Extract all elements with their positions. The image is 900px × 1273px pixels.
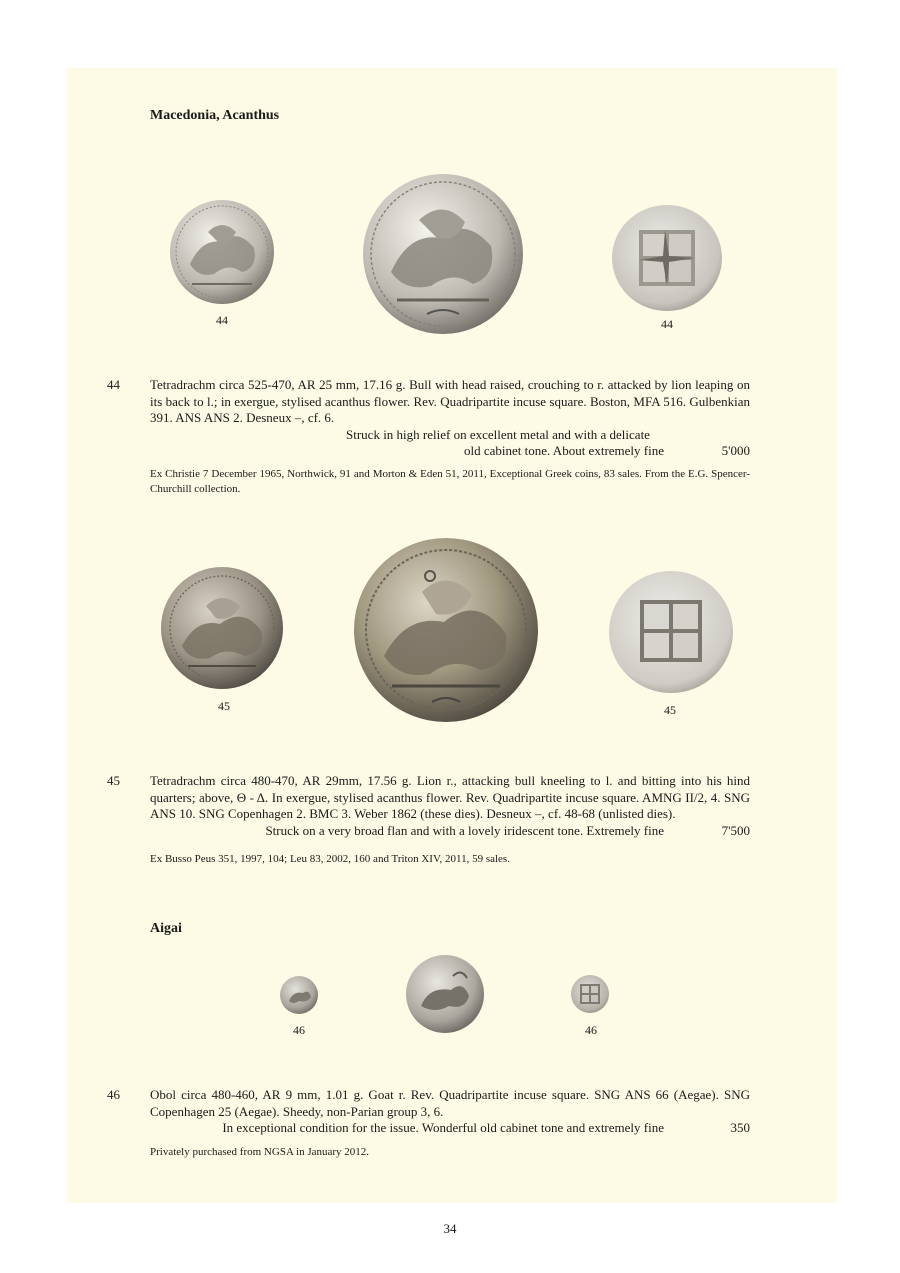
- lot-44-price: 5'000: [721, 443, 750, 458]
- lot-45-provenance: Ex Busso Peus 351, 1997, 104; Leu 83, 2002, 160 and Triton XIV, 2011, 59 sales.: [150, 853, 510, 865]
- coin-label-44-obverse: 44: [216, 313, 228, 327]
- lot-44-entry: [150, 377, 750, 460]
- coin-label-46-reverse: 46: [585, 1023, 597, 1037]
- coin-46-obverse-enlarged: [405, 954, 485, 1034]
- coin-46-reverse: [570, 974, 610, 1014]
- coin-46-obverse-small: [279, 975, 319, 1015]
- lot-46-price: 350: [730, 1120, 750, 1135]
- lot-45-price: 7'500: [721, 822, 750, 838]
- coin-44-reverse: [611, 204, 723, 312]
- coin-label-45-obverse: 45: [218, 699, 230, 713]
- lot-46-comment: In exceptional condition for the issue. Wonderful old cabinet tone and extremely fine: [222, 1120, 664, 1135]
- lot-number-45: 45: [107, 773, 120, 788]
- lot-46-description: Obol circa 480-460, AR 9 mm, 1.01 g. Goat r. Rev. Quadripartite incuse square. SNG ANS 66 (Aegae). SNG Copenhagen 25 (Aegae). Sheedy, non-Parian group 3, 6.: [150, 1087, 750, 1119]
- lot-46-entry: [150, 1087, 750, 1137]
- lot-44-comment-line2: old cabinet tone. About extremely fine: [464, 443, 664, 458]
- section-heading-acanthus: Macedonia, Acanthus: [150, 108, 280, 123]
- lot-number-44: 44: [107, 377, 120, 392]
- coin-label-46-obverse: 46: [293, 1023, 305, 1037]
- lot-44-provenance: Ex Christie 7 December 1965, Northwick, 91 and Morton & Eden 51, 2011, Exceptional Greek coins, 83 sales. From the E.G. Spencer-Churchill collection.: [150, 468, 750, 495]
- coin-45-obverse-small: [160, 566, 284, 690]
- lot-number-46: 46: [107, 1087, 120, 1102]
- coin-45-obverse-enlarged: [352, 536, 540, 724]
- lot-44-comment-line1: Struck in high relief on excellent metal and with a delicate: [346, 426, 650, 442]
- coin-44-obverse-enlarged: [361, 172, 525, 336]
- lot-46-provenance: Privately purchased from NGSA in January 2012.: [150, 1146, 370, 1158]
- lot-45-comment: Struck on a very broad flan and with a lovely iridescent tone. Extremely fine: [265, 822, 664, 838]
- page-number: 34: [443, 1221, 457, 1236]
- coin-label-45-reverse: 45: [664, 703, 676, 717]
- coin-44-obverse-small: [168, 198, 276, 306]
- coin-45-reverse: [608, 570, 734, 694]
- coin-label-44-reverse: 44: [661, 317, 673, 331]
- lot-45-entry: [150, 773, 750, 839]
- lot-45-description: Tetradrachm circa 480-470, AR 29mm, 17.56 g. Lion r., attacking bull kneeling to l. and bitting into his hind quarters; above, Θ - Δ. In exergue, stylised acanthus flower. Rev. Quadripartite incuse square. AMNG II/2, 4. SNG ANS 10. SNG Copenhagen 2. BMC 3. Weber 1862 (these dies). Desneux –, cf. 48-68 (unlisted dies).: [150, 773, 750, 821]
- section-heading-aigai: Aigai: [150, 921, 182, 936]
- lot-44-description: Tetradrachm circa 525-470, AR 25 mm, 17.16 g. Bull with head raised, crouching to r. attacked by lion leaping on its back to l.; in exergue, stylised acanthus flower. Rev. Quadripartite incuse square. Boston, MFA 516. Gulbenkian 391. ANS ANS 2. Desneux –, cf. 6.: [150, 377, 750, 425]
